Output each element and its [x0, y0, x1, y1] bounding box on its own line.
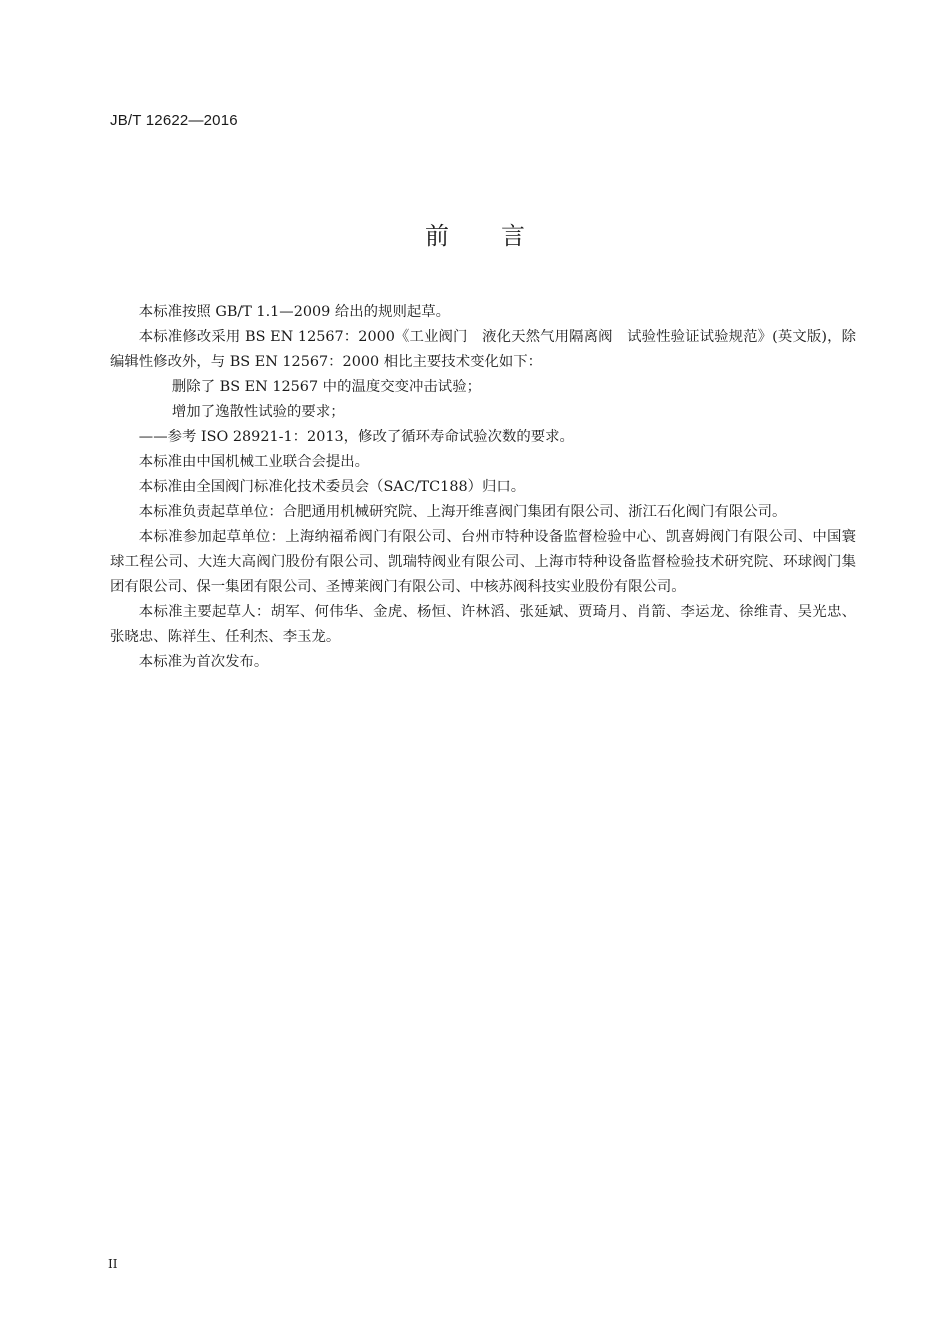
paragraph-main-drafters: 本标准主要起草人：胡军、何伟华、金虎、杨恒、许林滔、张延斌、贾琦月、肖箭、李运龙、徐维青、吴光忠、张晓忠、陈祥生、任利杰、李玉龙。 — [110, 604, 856, 645]
paragraph-first-release: 本标准为首次发布。 — [138, 654, 269, 670]
paragraph-participating-drafters: 本标准参加起草单位：上海纳福希阀门有限公司、台州市特种设备监督检验中心、凯喜姆阀门有限公司、中国寰球工程公司、大连大高阀门股份有限公司、凯瑞特阀业有限公司、上海市特种设备监督检验技术研究院、环球阀门集团有限公司、保一集团有限公司、圣博莱阀门有限公司、中核苏阀科技实业股份有限公司。 — [110, 529, 856, 595]
list-item-change-1: 删除了 BS EN 12567 中的温度交变冲击试验； — [171, 379, 481, 395]
page-title: 前言 — [425, 222, 577, 250]
page-number: II — [108, 1257, 118, 1271]
paragraph-lead-drafters: 本标准负责起草单位：合肥通用机械研究院、上海开维喜阀门集团有限公司、浙江石化阀门有限公司。 — [138, 504, 787, 520]
paragraph-adoption: 本标准修改采用 BS EN 12567：2000《工业阀门 液化天然气用隔离阀 试验性验证试验规范》(英文版)，除编辑性修改外，与 BS EN 12567：2000 相比主要技术变化如下： — [110, 329, 856, 370]
paragraph-technical-committee: 本标准由全国阀门标准化技术委员会（SAC/TC188）归口。 — [138, 479, 526, 495]
list-item-change-2: 增加了逸散性试验的要求； — [171, 404, 345, 420]
foreword-body — [110, 300, 856, 675]
standard-code-header: JB/T 12622—2016 — [110, 112, 238, 129]
list-item-change-3: ——参考 ISO 28921-1：2013，修改了循环寿命试验次数的要求。 — [138, 429, 574, 445]
paragraph-drafting-rules: 本标准按照 GB/T 1.1—2009 给出的规则起草。 — [138, 304, 451, 320]
paragraph-proposed-by: 本标准由中国机械工业联合会提出。 — [138, 454, 370, 470]
